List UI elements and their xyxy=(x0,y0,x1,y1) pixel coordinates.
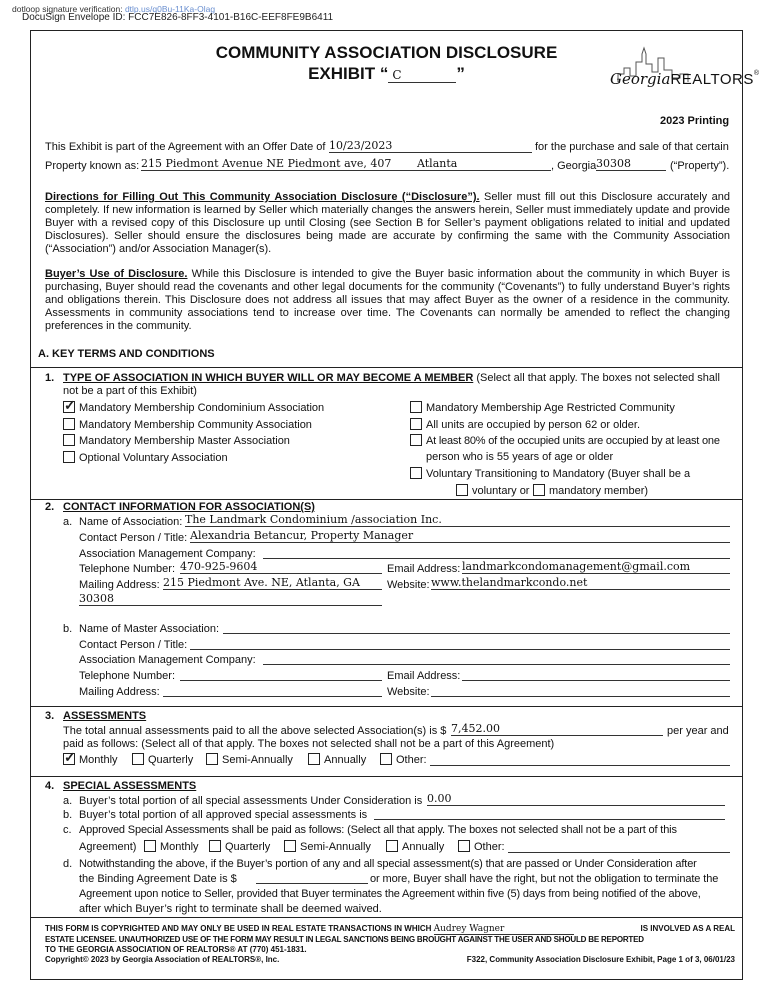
verification-link[interactable]: dtlp.us/q0Bu-11Ka-Olag xyxy=(124,4,216,14)
contact-person-field[interactable]: Alexandria Betancur, Property Manager xyxy=(190,529,730,543)
annual-assessment-field[interactable]: 7,452.00 xyxy=(451,722,663,736)
checkbox[interactable] xyxy=(410,434,422,446)
checkbox[interactable] xyxy=(380,753,392,765)
printing-year: 2023 Printing xyxy=(660,115,730,127)
email-field[interactable]: landmarkcondomanagement@gmail.com xyxy=(462,560,730,574)
georgia-realtors-logo: GeorgiaREALTORS® xyxy=(610,44,740,102)
checkbox[interactable] xyxy=(533,484,545,496)
directions-paragraph xyxy=(45,191,730,256)
special-semi-annually[interactable]: Semi-Annually xyxy=(284,840,371,853)
checkbox[interactable] xyxy=(209,840,221,852)
termination-threshold-field[interactable] xyxy=(256,883,368,884)
phone-field[interactable]: 470-925-9604 xyxy=(180,560,382,574)
master-website-field[interactable] xyxy=(431,696,730,697)
assess-quarterly[interactable]: Quarterly xyxy=(132,753,193,766)
option-62-older[interactable]: All units are occupied by person 62 or older. xyxy=(410,418,640,431)
assess-other[interactable]: Other: xyxy=(380,753,427,766)
offer-date-field[interactable]: 10/23/2023 xyxy=(329,139,532,153)
buyers-use-heading: Buyer’s Use of Disclosure. xyxy=(45,268,188,280)
verification-prefix: dotloop signature verification: xyxy=(12,4,123,14)
property-address-field[interactable]: 215 Piedmont Avenue NE Piedmont ave, 407 xyxy=(141,157,411,171)
offer-suffix: for the purchase and sale of that certain xyxy=(535,141,729,153)
option-transitioning[interactable]: Voluntary Transitioning to Mandatory (Buyer shall be a xyxy=(410,467,690,480)
form-title: COMMUNITY ASSOCIATION DISCLOSURE xyxy=(215,43,558,62)
special-other[interactable]: Other: xyxy=(458,840,505,853)
mailing-address-field-line2[interactable]: 30308 xyxy=(79,592,382,606)
option-voluntary[interactable]: Optional Voluntary Association xyxy=(63,451,228,464)
checkbox[interactable] xyxy=(63,451,75,463)
buyers-use-paragraph xyxy=(45,268,730,333)
checkbox[interactable] xyxy=(284,840,296,852)
item3-heading: ASSESSMENTS xyxy=(63,710,147,722)
checkbox[interactable] xyxy=(410,401,422,413)
master-phone-field[interactable] xyxy=(180,680,382,681)
mailing-address-field[interactable]: 215 Piedmont Ave. NE, Atlanta, GA xyxy=(163,576,382,590)
checkbox[interactable] xyxy=(410,418,422,430)
checkbox[interactable] xyxy=(410,467,422,479)
offer-label: This Exhibit is part of the Agreement with an Offer Date of xyxy=(45,141,326,153)
master-email-field[interactable] xyxy=(462,680,730,681)
item1-heading: TYPE OF ASSOCIATION IN WHICH BUYER WILL OR MAY BECOME A MEMBER xyxy=(63,372,474,384)
special-quarterly[interactable]: Quarterly xyxy=(209,840,270,853)
zip-field[interactable]: 30308 xyxy=(596,157,666,171)
checkbox[interactable] xyxy=(144,840,156,852)
website-field[interactable]: www.thelandmarkcondo.net xyxy=(431,576,730,590)
checkbox[interactable] xyxy=(456,484,468,496)
item4-heading: SPECIAL ASSESSMENTS xyxy=(63,780,197,792)
section-a-heading: A. KEY TERMS AND CONDITIONS xyxy=(38,348,215,360)
option-mandatory-member[interactable]: mandatory member) xyxy=(533,484,648,497)
licensee-field[interactable]: Audrey Wagner xyxy=(434,924,574,935)
special-annually[interactable]: Annually xyxy=(386,840,444,853)
state-label: , Georgia xyxy=(551,160,597,172)
assess-annually[interactable]: Annually xyxy=(308,753,366,766)
buyers-use-body: While this Disclosure is intended to give the Buyer basic information about the community in which Buyer is purchasing, Buyer should read the covenants and other legal documents for the community (“Covenants”) to fully understand Buyer’s rights and obligations therein. This Disclosure does not address all issues that may affect Buyer as the owner of a residence in the community. Assessments in community associations tend to increase over time. The Covenants can normally be amended to reflect the changing preferences in the community. xyxy=(45,268,730,332)
exhibit-title: EXHIBIT “ C ” xyxy=(308,64,465,83)
property-label: Property known as: xyxy=(45,160,140,172)
copyright: Copyright© 2023 by Georgia Association of REALTORS®, Inc. xyxy=(45,955,280,964)
footer-notice: THIS FORM IS COPYRIGHTED AND MAY ONLY BE USED IN REAL ESTATE TRANSACTIONS IN WHICH Audrey Wagner IS INVOLVED AS A REAL ESTATE LICENSEE. UNAUTHORIZED USE OF THE FORM MAY RESULT IN LEGAL SANCTIONS BEING BROUGHT AGAINST THE USER AND SHOULD BE REPORTED TO THE GEORGIA ASSOCIATION OF REALTORS® AT (770) 451-1831. Copyright© 2023 by Georgia Association of REALTORS®, Inc. F322, Community Association Disclosure Exhibit, Page 1 of 3, 06/01/23 xyxy=(45,924,735,964)
assess-other-field[interactable] xyxy=(430,765,730,766)
option-master[interactable]: Mandatory Membership Master Association xyxy=(63,434,290,447)
exhibit-letter-field[interactable]: C xyxy=(388,68,456,83)
item2-heading: CONTACT INFORMATION FOR ASSOCIATION(S) xyxy=(63,501,315,513)
option-age-restricted[interactable]: Mandatory Membership Age Restricted Community xyxy=(410,401,675,414)
logo-brand: REALTORS xyxy=(670,71,754,88)
assess-monthly[interactable]: ✓Monthly xyxy=(63,753,118,766)
option-condo[interactable]: ✓Mandatory Membership Condominium Association xyxy=(63,401,324,414)
special-under-consideration-field[interactable]: 0.00 xyxy=(427,792,725,806)
master-company-field[interactable] xyxy=(263,664,730,665)
option-80-percent[interactable]: At least 80% of the occupied units are occupied by at least one xyxy=(410,434,720,447)
checkbox[interactable] xyxy=(63,753,75,765)
checkbox[interactable] xyxy=(63,434,75,446)
checkbox[interactable] xyxy=(63,418,75,430)
checkbox[interactable] xyxy=(63,401,75,413)
checkbox[interactable] xyxy=(386,840,398,852)
master-mailing-field[interactable] xyxy=(163,696,382,697)
envelope-id: DocuSign Envelope ID: FCC7E826-8FF3-4101-B16C-EEF8FE9B6411 xyxy=(22,12,334,23)
directions-heading: Directions for Filling Out This Community Association Disclosure (“Disclosure”). xyxy=(45,191,480,203)
logo-script: Georgia xyxy=(610,70,671,88)
checkbox[interactable] xyxy=(206,753,218,765)
special-other-field[interactable] xyxy=(508,852,730,853)
property-suffix: (“Property”). xyxy=(670,160,730,172)
checkbox[interactable] xyxy=(458,840,470,852)
special-approved-field[interactable] xyxy=(374,819,725,820)
association-name-field[interactable]: The Landmark Condominium /association Inc. xyxy=(185,513,730,527)
option-voluntary-member[interactable]: voluntary or xyxy=(456,484,529,497)
form-id: F322, Community Association Disclosure Exhibit, Page 1 of 3, 06/01/23 xyxy=(466,955,735,964)
item1-heading-line: TYPE OF ASSOCIATION IN WHICH BUYER WILL OR MAY BECOME A MEMBER (Select all that apply. The boxes not selected shall xyxy=(63,372,720,384)
directions-body: Seller must fill out this Disclosure accurately and completely. If new information is learned by Seller which materially changes the answers herein, Seller must immediately update and provide Buyer with a revised copy of this Disclosure up until Closing (see Section B for Seller’s payment obligations related to initial and updated Disclosures). Seller should ensure the disclosures being made are accurate by confirming the same with the Community Association (“Association”) and/or Association Manager(s). xyxy=(45,191,731,255)
checkbox[interactable] xyxy=(132,753,144,765)
management-company-field[interactable] xyxy=(263,558,730,559)
master-contact-field[interactable] xyxy=(190,649,730,650)
checkbox[interactable] xyxy=(308,753,320,765)
master-association-field[interactable] xyxy=(223,633,730,634)
city-field[interactable]: Atlanta xyxy=(411,157,551,171)
special-monthly[interactable]: Monthly xyxy=(144,840,199,853)
option-community[interactable]: Mandatory Membership Community Association xyxy=(63,418,312,431)
assess-semi-annually[interactable]: Semi-Annually xyxy=(206,753,293,766)
